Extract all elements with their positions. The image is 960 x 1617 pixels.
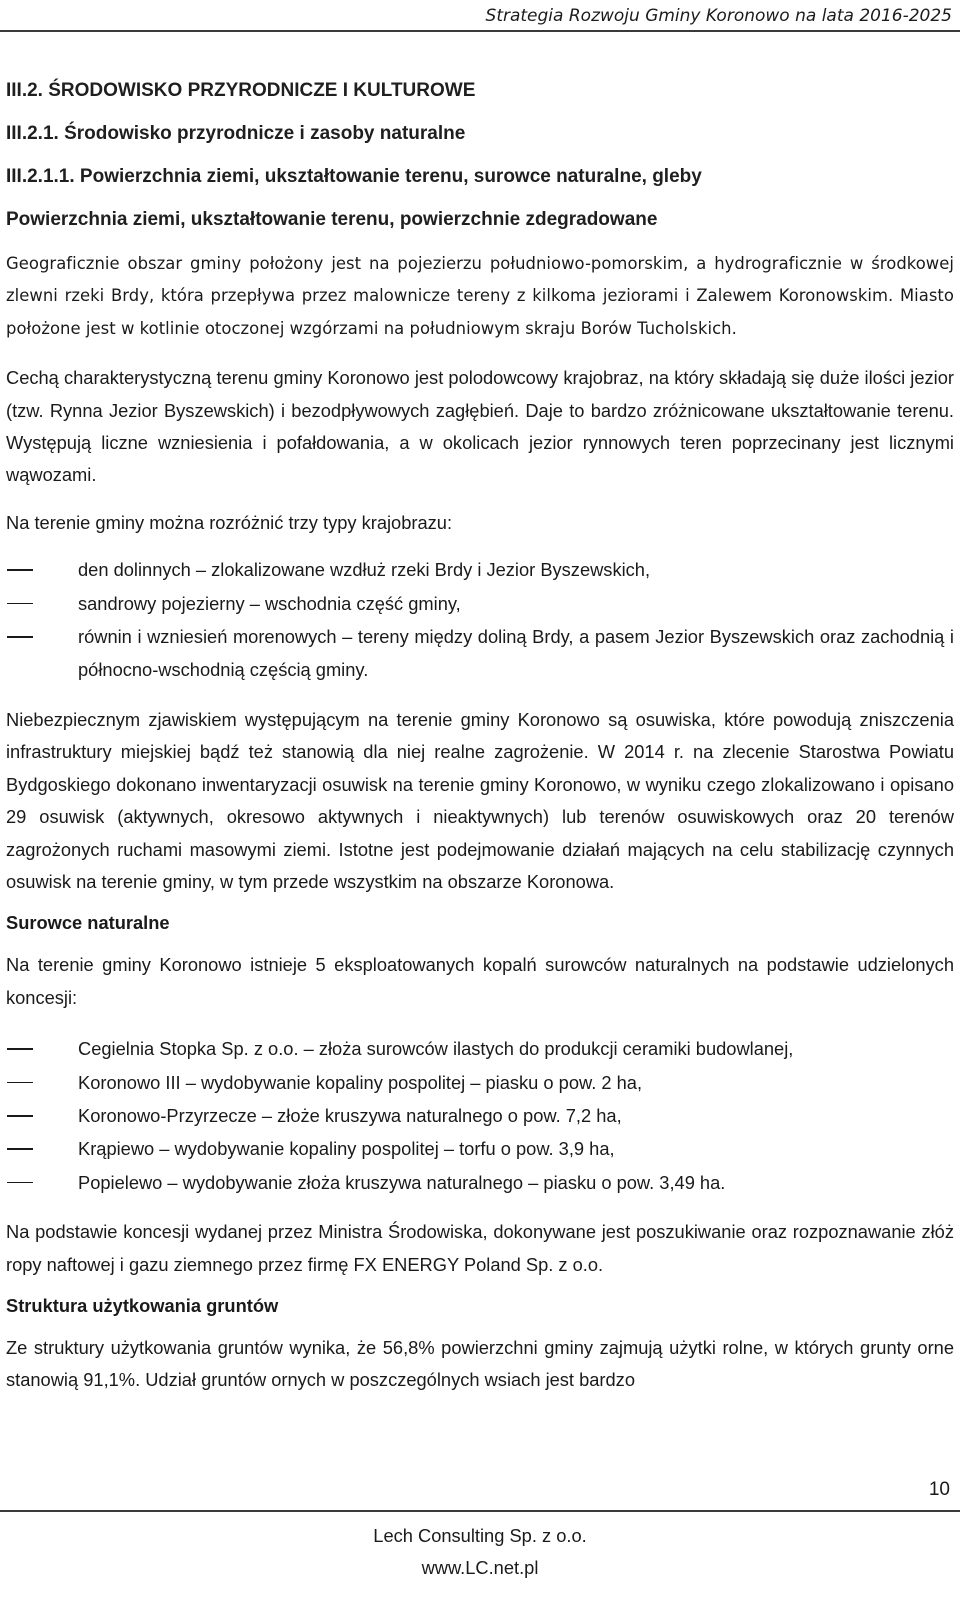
topic-heading: Powierzchnia ziemi, ukształtowanie terenu, powierzchnie zdegradowane — [6, 209, 658, 230]
landscape-types-list — [6, 553, 954, 687]
page-header — [0, 0, 960, 42]
list-item: Cegielnia Stopka Sp. z o.o. – złoża surowców ilastych do produkcji ceramiki budowlanej, — [6, 1032, 954, 1065]
list-item: Koronowo-Przyrzecze – złoże kruszywa naturalnego o pow. 7,2 ha, — [6, 1099, 954, 1132]
paragraph-geography: Geograficznie obszar gminy położony jest na pojezierzu południowo-pomorskim, a hydrograficznie w środkowej zlewni rzeki Brdy, która przepływa przez malownicze tereny z kilkoma jeziorami i Zalewem Koronowskim. Miasto położone jest w kotlinie otoczonej wzgórzami na południowym skraju Borów Tucholskich. — [6, 254, 954, 338]
subheading-natural-resources: Surowce naturalne — [6, 912, 170, 934]
subsubsection-heading: III.2.1.1. Powierzchnia ziemi, ukształtowanie terenu, surowce naturalne, gleby — [6, 166, 702, 187]
section-heading: III.2. ŚRODOWISKO PRZYRODNICZE I KULTUROWE — [6, 80, 476, 101]
mines-list — [6, 1032, 954, 1199]
list-item: sandrowy pojezierny – wschodnia część gminy, — [6, 587, 954, 620]
paragraph-landslides: Niebezpiecznym zjawiskiem występującym na terenie gminy Koronowo są osuwiska, które powodują zniszczenia infrastruktury miejskiej bądź też stanowią dla niej realne zagrożenie. W 2014 r. na zlecenie Starostwa Powiatu Bydgoskiego dokonano inwentaryzacji osuwisk na terenie gminy Koronowo, w wyniku czego zlokalizowano i opisano 29 osuwisk (aktywnych, okresowo aktywnych i nieaktywnych) lub terenów osuwiskowych oraz 20 terenów zagrożonych ruchami masowymi ziemi. Istotne jest podejmowanie działań mających na celu stabilizację czynnych osuwisk na terenie gminy, w tym przede wszystkim na obszarze Koronowa. — [6, 708, 954, 892]
document-body — [6, 80, 954, 1397]
header-divider — [0, 30, 960, 32]
footer-company: Lech Consulting Sp. z o.o. — [373, 1525, 587, 1546]
list-item: den dolinnych – zlokalizowane wzdłuż rzeki Brdy i Jezior Byszewskich, — [6, 553, 954, 586]
footer-website: www.LC.net.pl — [421, 1557, 539, 1578]
list-item: Koronowo III – wydobywanie kopaliny pospolitej – piasku o pow. 2 ha, — [6, 1066, 954, 1099]
subsection-heading: III.2.1. Środowisko przyrodnicze i zasoby naturalne — [6, 123, 466, 144]
document-title: Strategia Rozwoju Gminy Koronowo na lata 2016-2025 — [485, 6, 952, 26]
list-item: Krąpiewo – wydobywanie kopaliny pospolitej – torfu o pow. 3,9 ha, — [6, 1132, 954, 1165]
paragraph-landscape-types-intro: Na terenie gminy można rozróżnić trzy typy krajobrazu: — [6, 511, 453, 533]
paragraph-landscape-features: Cechą charakterystyczną terenu gminy Koronowo jest polodowcowy krajobraz, na który składają się duże ilości jezior (tzw. Rynna Jezior Byszewskich) i bezodpływowych zagłębień. Daje to bardzo zróżnicowane ukształtowanie terenu. Występują liczne wzniesienia i pofałdowania, a w okolicach jezior rynnowych teren poprzecinany jest licznymi wąwozami. — [6, 367, 954, 486]
paragraph-land-use: Ze struktury użytkowania gruntów wynika, że 56,8% powierzchni gminy zajmują użytki rolne, w których grunty orne stanowią 91,1%. Udział gruntów ornych w poszczególnych wsiach jest bardzo — [6, 1336, 954, 1391]
page-number: 10 — [928, 1479, 950, 1500]
footer-divider — [0, 1510, 960, 1512]
list-item: równin i wzniesień morenowych – tereny między doliną Brdy, a pasem Jezior Byszewskich oraz zachodnią i północno-wschodnią częścią gminy. — [6, 620, 954, 687]
subheading-land-use: Struktura użytkowania gruntów — [6, 1294, 279, 1316]
paragraph-mines-intro: Na terenie gminy Koronowo istnieje 5 eksploatowanych kopalń surowców naturalnych na podstawie udzielonych koncesji: — [6, 954, 954, 1008]
list-item: Popielewo – wydobywanie złoża kruszywa naturalnego – piasku o pow. 3,49 ha. — [6, 1166, 954, 1199]
paragraph-concessions: Na podstawie koncesji wydanej przez Ministra Środowiska, dokonywane jest poszukiwanie oraz rozpoznawanie złóż ropy naftowej i gazu ziemnego przez firmę FX ENERGY Poland Sp. z o.o. — [6, 1221, 954, 1275]
